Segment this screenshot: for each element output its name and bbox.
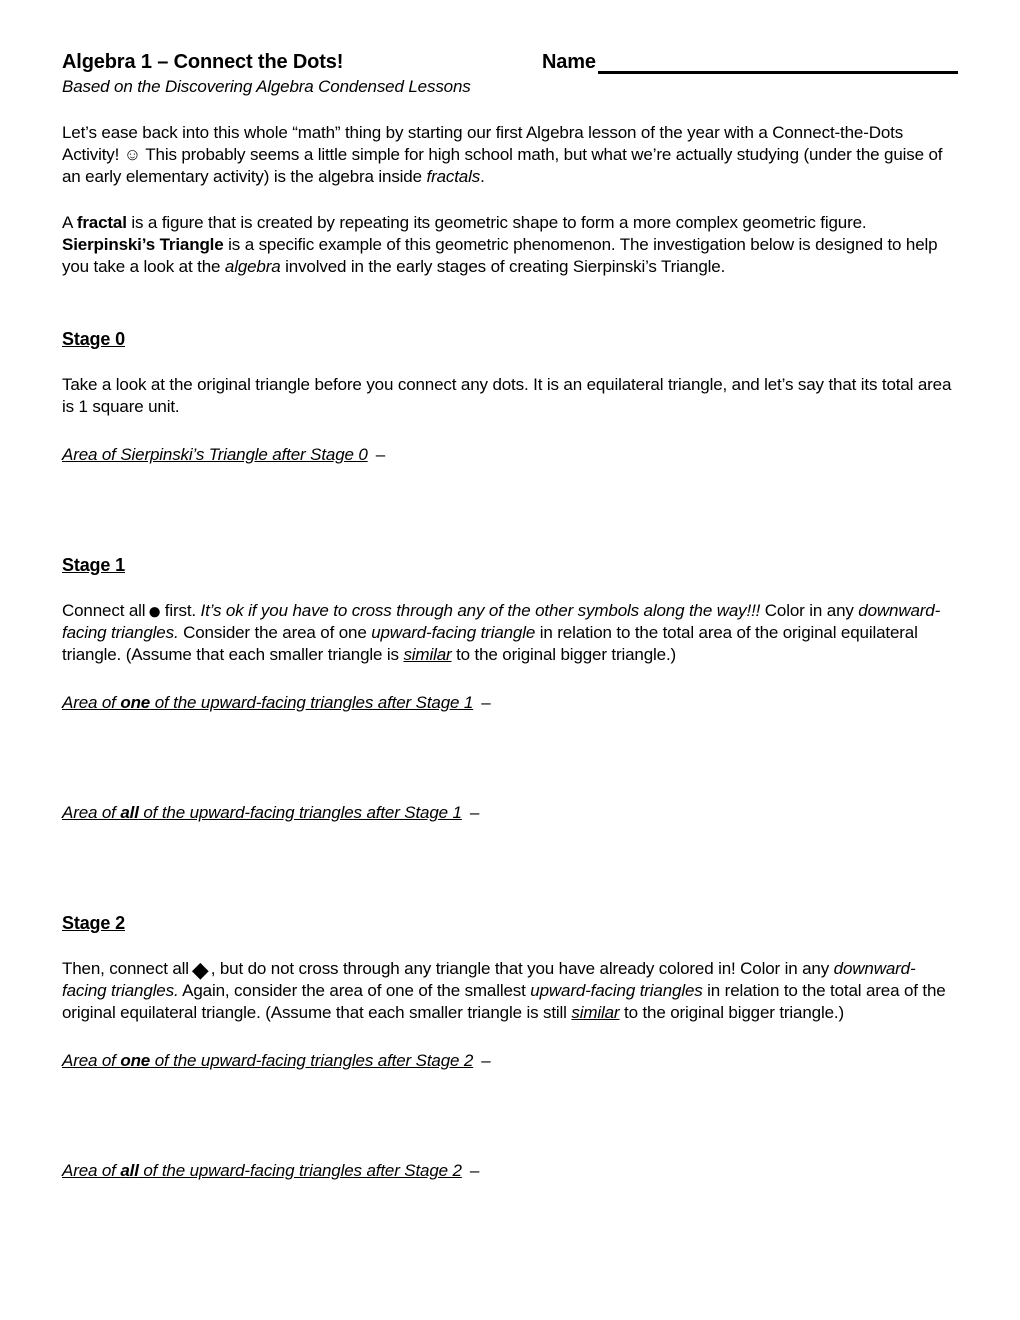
prompt-dash: – [469,1161,480,1180]
header [62,50,958,74]
prompt-dash: – [481,693,491,712]
italic-term: fractals [426,167,481,186]
text-segment: Then, connect all [62,959,189,978]
text-segment: involved in the early stages of creating Sierpinski’s Triangle. [280,257,726,276]
name-label: Name [542,51,596,73]
text-segment: Area of [62,1051,121,1070]
stage2-area-one-prompt [62,1050,958,1072]
text-segment: Area of [62,693,121,712]
prompt-dash: – [375,445,386,464]
emphasis-all: all [120,1161,139,1180]
text-segment: in relation to the total area of the original equilateral triangle. (Assume that each smaller triangle is [62,623,918,664]
text-segment: in relation to the total area of the original equilateral triangle. (Assume that each smaller triangle is still [62,981,946,1022]
page-title: Algebra 1 – Connect the Dots! [62,51,344,73]
text-segment: is a specific example of this geometric phenomenon. The investigation below is designed to help you take a look at the [62,235,938,276]
similar-term: similar [571,1003,620,1022]
text-segment: Area of [62,803,121,822]
prompt-text [62,1051,473,1070]
stage1-area-one-prompt [62,692,958,714]
text-segment: is a figure that is created by repeating its geometric shape to form a more complex geometric figure. [126,213,867,232]
text-segment: of the upward-facing triangles after Stage 2 [138,1161,462,1180]
similar-term: similar [403,645,452,664]
intro-paragraph-2 [62,212,958,278]
italic-phrase: It’s ok if you have to cross through any of the other symbols along the way!!! [200,601,761,620]
bold-term: fractal [76,213,127,232]
text-segment: to the original bigger triangle.) [451,645,677,664]
text-segment: Let’s ease back into this whole “math” thing by starting our first Algebra lesson of the year with a Connect-the-Dots Activity! [62,123,904,164]
text-segment: of the upward-facing triangles after Stage 1 [150,693,474,712]
filled-diamond-symbol-icon: ◆ [191,957,209,982]
stage1-heading: Stage 1 [62,555,125,575]
stage0-body: Take a look at the original triangle before you connect any dots. It is an equilateral triangle, and let’s say that its total area is 1 square unit. [62,375,952,416]
intro-paragraph-1 [62,122,958,188]
text-segment: of the upward-facing triangles after Stage 2 [150,1051,474,1070]
stage2-area-all-prompt [62,1160,958,1182]
name-field [542,50,958,74]
text-segment: Consider the area of one [178,623,372,642]
italic-term: algebra [224,257,281,276]
stage2-heading: Stage 2 [62,913,125,933]
text-segment: A [62,213,77,232]
smiley-face-icon: ☺ [123,145,142,164]
bold-term: Sierpinski’s Triangle [62,235,224,254]
prompt-dash: – [469,803,480,822]
italic-term: upward-facing triangles [530,981,703,1000]
prompt-text [62,803,462,822]
text-segment: Color in any [760,601,859,620]
text-segment: , but do not cross through any triangle that you have already colored in! Color in any [210,959,834,978]
stage1-area-all-prompt [62,802,958,824]
stage1-body [62,600,958,666]
text-segment: first. [164,601,201,620]
italic-term: upward-facing triangle [371,623,536,642]
stage0-heading: Stage 0 [62,329,125,349]
prompt-dash: – [481,1051,491,1070]
italic-term: downward-facing triangles. [62,601,941,642]
name-blank-line [598,53,958,74]
subtitle: Based on the Discovering Algebra Condensed Lessons [62,77,471,96]
text-segment: Connect all [62,601,146,620]
emphasis-all: all [120,803,139,822]
italic-term: downward-facing triangles. [62,959,916,1000]
text-segment: . [480,167,485,186]
text-segment: This probably seems a little simple for high school math, but what we’re actually studying (under the guise of an early elementary activity) is the algebra inside [62,145,943,186]
filled-circle-symbol-icon: ● [147,598,162,625]
emphasis-one: one [120,693,151,712]
prompt-text [62,693,473,712]
text-segment: Area of [62,1161,121,1180]
text-segment: Again, consider the area of one of the smallest [178,981,531,1000]
emphasis-one: one [120,1051,151,1070]
stage0-area-prompt [62,444,958,466]
prompt-text: Area of Sierpinski’s Triangle after Stage 0 [62,445,368,464]
text-segment: to the original bigger triangle.) [619,1003,844,1022]
text-segment: of the upward-facing triangles after Stage 1 [138,803,462,822]
prompt-text [62,1161,462,1180]
stage2-body [62,958,958,1024]
